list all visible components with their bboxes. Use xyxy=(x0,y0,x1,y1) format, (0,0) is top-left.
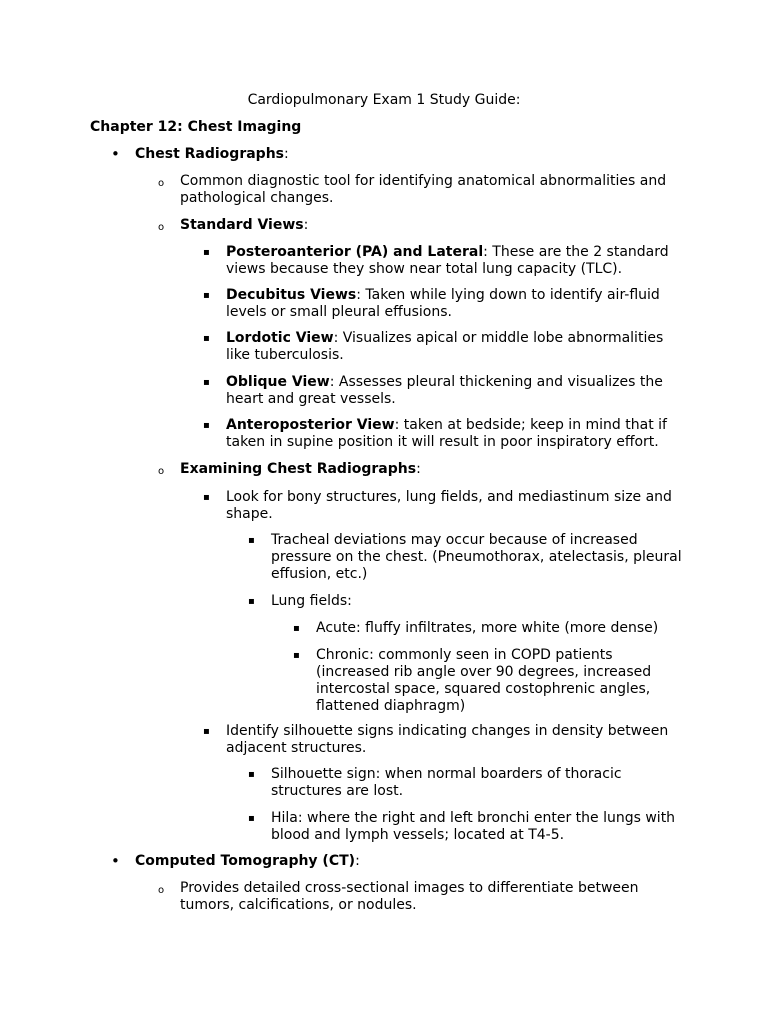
item-text: Acute: fluffy infiltrates, more white (more dense) xyxy=(316,620,659,636)
item-term: Decubitus Views xyxy=(226,287,357,303)
list-item-silhouette-signs xyxy=(226,723,681,757)
bullet-marker: • xyxy=(111,145,120,163)
item-term: Chest Radiographs xyxy=(135,146,284,162)
bullet-marker: ▪ xyxy=(248,769,255,780)
item-term: Lordotic View xyxy=(226,330,334,346)
bullet-marker: o xyxy=(158,885,165,896)
item-text: Identify silhouette signs indicating changes in density between adjacent structures. xyxy=(226,723,669,756)
list-item-hila xyxy=(271,810,683,844)
list-item-anteroposterior-view xyxy=(226,417,681,451)
bullet-marker: ▪ xyxy=(203,492,210,503)
list-item-tracheal-deviations xyxy=(271,532,683,583)
bullet-marker: ▪ xyxy=(203,420,210,431)
list-item-oblique-view xyxy=(226,374,681,408)
bullet-marker: ▪ xyxy=(293,623,300,634)
list-item-acute xyxy=(316,620,681,637)
item-text: Chronic: commonly seen in COPD patients (increased rib angle over 90 degrees, increased intercostal space, squared costophrenic angles, flattened diaphragm) xyxy=(316,647,652,714)
item-term: Computed Tomography (CT) xyxy=(135,853,356,869)
item-text: : xyxy=(284,146,289,162)
list-item-computed-tomography xyxy=(135,853,695,870)
item-text: : taken at bedside; keep in mind that if taken in supine position it will result in poor inspiratory effort. xyxy=(226,417,667,450)
chapter-heading: Chapter 12: Chest Imaging xyxy=(90,119,302,135)
item-text: Provides detailed cross-sectional images to differentiate between tumors, calcifications, or nodules. xyxy=(180,880,639,913)
list-item-bony-structures xyxy=(226,489,681,523)
list-item-examining-radiographs xyxy=(180,461,680,478)
item-term: Anteroposterior View xyxy=(226,417,395,433)
list-item-diagnostic-tool xyxy=(180,173,680,207)
item-text: Hila: where the right and left bronchi enter the lungs with blood and lymph vessels; located at T4-5. xyxy=(271,810,676,843)
bullet-marker: ▪ xyxy=(293,650,300,661)
item-text: Look for bony structures, lung fields, and mediastinum size and shape. xyxy=(226,489,672,522)
item-text: : xyxy=(303,217,309,233)
bullet-marker: ▪ xyxy=(203,247,210,258)
item-text: Silhouette sign: when normal boarders of thoracic structures are lost. xyxy=(271,766,622,799)
bullet-marker: ▪ xyxy=(203,333,210,344)
list-item-chest-radiographs xyxy=(135,146,695,163)
bullet-marker: o xyxy=(158,178,165,189)
item-text: : Assesses pleural thickening and visualizes the heart and great vessels. xyxy=(226,374,663,407)
item-term: Examining Chest Radiographs xyxy=(180,461,417,477)
bullet-marker: o xyxy=(158,466,165,477)
item-term: Posteroanterior (PA) and Lateral xyxy=(226,244,484,260)
item-text: Tracheal deviations may occur because of increased pressure on the chest. (Pneumothorax, atelectasis, pleural effusion, etc.) xyxy=(271,532,682,582)
bullet-marker: ▪ xyxy=(203,377,210,388)
bullet-marker: • xyxy=(111,852,120,870)
list-item-lung-fields xyxy=(271,593,683,610)
item-text: : Visualizes apical or middle lobe abnormalities like tuberculosis. xyxy=(226,330,664,363)
item-text: Common diagnostic tool for identifying anatomical abnormalities and pathological changes. xyxy=(180,173,667,206)
list-item-ct-detail xyxy=(180,880,660,914)
list-item-chronic xyxy=(316,647,656,715)
item-term: Oblique View xyxy=(226,374,330,390)
item-text: : xyxy=(355,853,360,869)
list-item-pa-lateral xyxy=(226,244,681,278)
bullet-marker: ▪ xyxy=(248,535,255,546)
bullet-marker: ▪ xyxy=(248,813,255,824)
list-item-standard-views xyxy=(180,217,680,234)
bullet-marker: ▪ xyxy=(203,726,210,737)
item-text: : These are the 2 standard views because they show near total lung capacity (TLC). xyxy=(226,244,669,277)
list-item-decubitus-views xyxy=(226,287,681,321)
bullet-marker: ▪ xyxy=(248,596,255,607)
item-term: Standard Views xyxy=(180,217,304,233)
list-item-lordotic-view xyxy=(226,330,681,364)
bullet-marker: o xyxy=(158,222,165,233)
item-text: Lung fields: xyxy=(271,593,352,609)
item-text: : xyxy=(416,461,421,477)
document-title: Cardiopulmonary Exam 1 Study Guide: xyxy=(247,92,521,108)
bullet-marker: ▪ xyxy=(203,290,210,301)
item-text: : Taken while lying down to identify air-fluid levels or small pleural effusions. xyxy=(226,287,660,320)
list-item-silhouette-sign xyxy=(271,766,683,800)
